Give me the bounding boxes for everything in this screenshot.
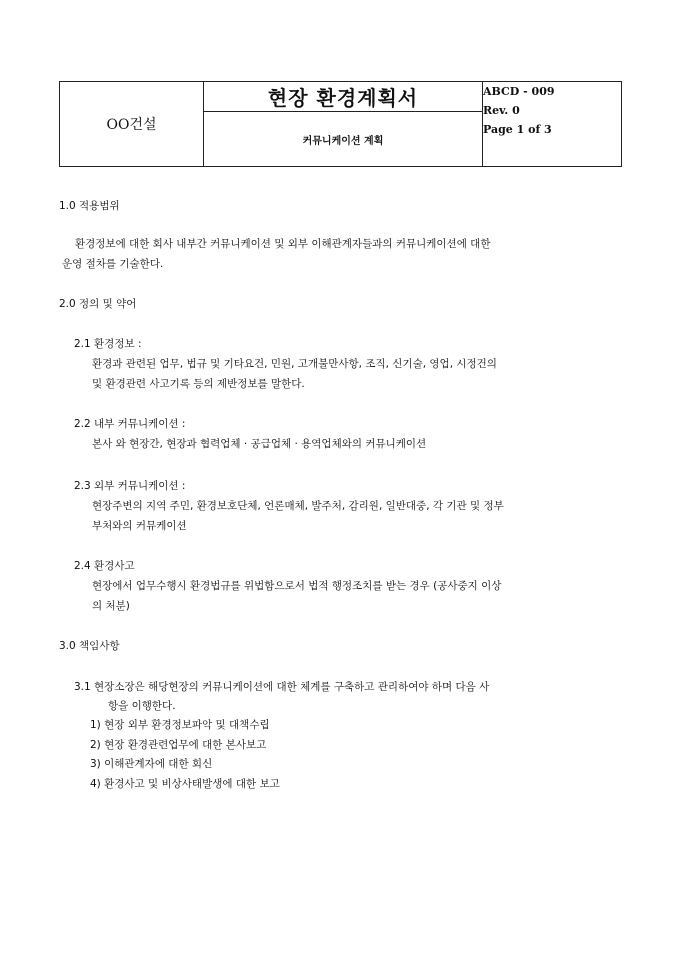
responsibility-3-1-line1: 3.1 현장소장은 해당현장의 커뮤니케이션에 대한 체계를 구축하고 관리하여야 하며 다음 사: [74, 681, 490, 693]
document-header-table: [59, 81, 622, 167]
definition-title-2-1: 2.1 환경정보 :: [74, 338, 142, 350]
document-subtitle: 커뮤니케이션 계획: [204, 112, 483, 167]
definition-2-3-line2: 부처와의 커뮤케이션: [92, 520, 187, 532]
definition-2-1-line2: 및 환경관련 사고기록 등의 제반정보를 말한다.: [92, 378, 305, 390]
section-heading-2: 2.0 정의 및 약어: [59, 298, 137, 310]
document-meta: [483, 82, 622, 167]
section-1-body-line1: 환경정보에 대한 회사 내부간 커뮤니케이션 및 외부 이해관계자들과의 커뮤니케이션에 대한: [75, 238, 491, 250]
document-title: 현장 환경계획서: [204, 82, 483, 112]
page-indicator: Page 1 of 3: [483, 123, 552, 136]
definition-2-4-line1: 현장에서 업무수행시 환경법규를 위법함으로서 법적 행정조치를 받는 경우 (공사중지 이상: [92, 580, 502, 592]
definition-2-3-line1: 현장주변의 지역 주민, 환경보호단체, 언론매체, 발주처, 감리원, 일반대중, 각 기관 및 정부: [92, 500, 504, 512]
list-item: 3) 이해관계자에 대한 회신: [90, 758, 213, 770]
document-number: ABCD - 009: [483, 85, 555, 98]
definition-2-2-line1: 본사 와 현장간, 현장과 협력업체 · 공급업체 · 용역업체와의 커뮤니케이션: [92, 438, 427, 450]
company-name: OO건설: [60, 82, 204, 167]
definition-2-1-line1: 환경과 관련된 업무, 법규 및 기타요건, 민원, 고개불만사항, 조직, 신기술, 영업, 시정건의: [92, 358, 497, 370]
section-heading-1: 1.0 적용범위: [59, 200, 120, 212]
definition-title-2-2: 2.2 내부 커뮤니케이션 :: [74, 418, 186, 430]
section-heading-3: 3.0 책임사항: [59, 640, 120, 652]
definition-title-2-4: 2.4 환경사고: [74, 560, 135, 572]
definition-title-2-3: 2.3 외부 커뮤니케이션 :: [74, 480, 186, 492]
responsibility-3-1-line2: 항을 이행한다.: [108, 700, 176, 712]
definition-2-4-line2: 의 처분): [92, 600, 130, 612]
list-item: 2) 현장 환경관련업무에 대한 본사보고: [90, 739, 267, 751]
list-item: 4) 환경사고 및 비상사태발생에 대한 보고: [90, 778, 280, 790]
document-revision: Rev. 0: [483, 104, 520, 117]
section-1-body-line2: 운영 절차를 기술한다.: [62, 258, 164, 270]
list-item: 1) 현장 외부 환경정보파악 및 대책수립: [90, 719, 270, 731]
